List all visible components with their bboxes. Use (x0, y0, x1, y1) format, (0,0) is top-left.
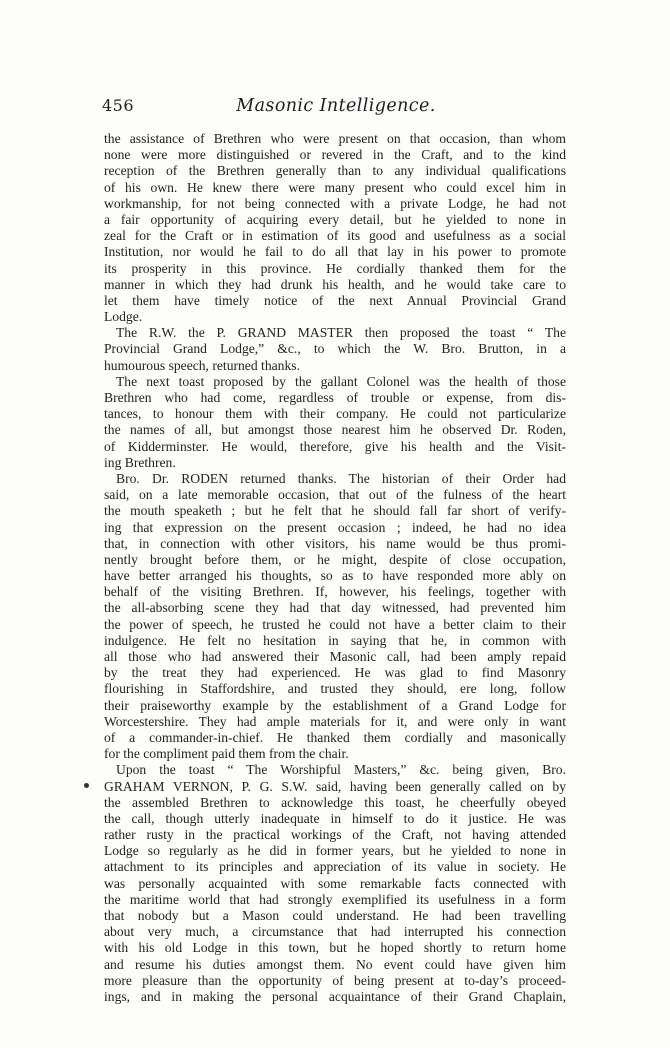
text-line: have better arranged his thoughts, so as to have responded more ably on (104, 568, 566, 584)
text-line: flourishing in Staffordshire, and trusted they should, ere long, follow (104, 681, 566, 697)
text-line: all those who had answered their Masonic call, had been amply repaid (104, 649, 566, 664)
text-line: Institution, nor would he fail to do all that lay in his power to promote (104, 244, 566, 260)
text-line: none were more distinguished or revered in the Craft, and to the kind (104, 147, 566, 163)
text-line: for the compliment paid them from the chair. (104, 746, 349, 762)
text-line: tances, to honour them with their company. He could not particularize (104, 406, 566, 422)
text-line: Lodge so regularly as he did in former years, but he yielded to none in (104, 843, 566, 859)
text-line: with his old Lodge in this town, but he hoped shortly to return home (104, 940, 566, 956)
text-line: The R.W. the P. GRAND MASTER then proposed the toast “ The (116, 325, 566, 341)
text-line: that nobody but a Mason could understand. He had been travelling (104, 908, 566, 923)
margin-mark (84, 783, 89, 788)
text-line: Brethren who had come, regardless of trouble or expense, from dis- (104, 390, 566, 405)
text-line: The next toast proposed by the gallant Colonel was the health of those (116, 373, 566, 389)
text-line: manner in which they had drunk his health, and he would take care to (104, 276, 566, 292)
body-text (104, 131, 566, 1005)
text-line: Worcestershire. They had ample materials for it, and were only in want (104, 713, 566, 729)
text-line: their praiseworthy example by the establishment of a Grand Lodge for (104, 697, 566, 713)
text-line: the call, though utterly inadequate in himself to do it justice. He was (104, 810, 566, 826)
text-line: was personally acquainted with some remarkable facts connected with (104, 875, 566, 891)
text-line: of Kidderminster. He would, therefore, give his health and the Visit- (104, 438, 566, 454)
text-line: of his own. He knew there were many present who could excel him in (104, 179, 566, 195)
text-line: reception of the Brethren generally than to any individual qualifications (104, 163, 566, 179)
text-line: its prosperity in this province. He cordially thanked them for the (104, 260, 566, 276)
running-head: Masonic Intelligence. (236, 96, 436, 116)
text-line: ing that expression on the present occasion ; indeed, he had no idea (104, 519, 566, 535)
text-line: more pleasure than the opportunity of being present at to-day’s proceed- (104, 972, 566, 988)
text-line: the all-absorbing scene they had that day witnessed, had prevented him (104, 600, 566, 616)
text-line: the mouth speaketh ; but he felt that he should fall far short of verify- (104, 503, 566, 519)
text-line: attachment to its principles and appreciation of its value in society. He (104, 859, 566, 875)
text-line: GRAHAM VERNON, P. G. S.W. said, having been generally called on by (104, 778, 566, 794)
text-line: the maritime world that had strongly exemplified its usefulness in a form (104, 891, 566, 907)
text-line: said, on a late memorable occasion, that out of the fulness of the heart (104, 487, 566, 503)
text-line: about very much, a circumstance that had interrupted his connection (104, 924, 566, 940)
text-line: the power of speech, he trusted he could not have a better claim to their (104, 616, 566, 632)
text-line: of a commander-in-chief. He thanked them cordially and masonically (104, 729, 566, 745)
text-line: the assistance of Brethren who were present on that occasion, than whom (104, 131, 566, 146)
text-line: by the treat they had experienced. He was glad to find Masonry (104, 665, 566, 681)
text-line: and resume his duties amongst them. No event could have given him (104, 956, 566, 972)
text-line: rather rusty in the practical workings of the Craft, not having attended (104, 827, 566, 843)
text-line: the assembled Brethren to acknowledge this toast, he cheerfully obeyed (104, 794, 566, 810)
text-line: indulgence. He felt no hesitation in saying that he, in common with (104, 632, 566, 648)
text-line: Lodge. (104, 309, 143, 325)
text-line: nently brought before them, or he might, despite of close occupation, (104, 551, 566, 567)
page-header (102, 96, 570, 118)
page-number: 456 (102, 96, 135, 115)
text-line: workmanship, for not being connected with a private Lodge, he had not (104, 195, 566, 211)
text-line: behalf of the visiting Brethren. If, however, his feelings, together with (104, 584, 566, 600)
text-line: let them have timely notice of the next Annual Provincial Grand (104, 292, 566, 308)
text-line: that, in connection with other visitors, his name would be thus promi- (104, 535, 566, 551)
text-line: zeal for the Craft or in estimation of its good and usefulness as a social (104, 228, 566, 244)
text-line: the names of all, but amongst those nearest him he observed Dr. Roden, (104, 422, 566, 438)
text-line: a fair opportunity of acquiring every detail, but he yielded to none in (104, 211, 566, 227)
text-line: Bro. Dr. RODEN returned thanks. The historian of their Order had (116, 470, 566, 486)
text-line: humourous speech, returned thanks. (104, 357, 300, 373)
text-line: ing Brethren. (104, 454, 176, 470)
text-line: ings, and in making the personal acquaintance of their Grand Chaplain, (104, 988, 566, 1004)
text-line: Upon the toast “ The Worshipful Masters,” &c. being given, Bro. (116, 762, 566, 778)
text-line: Provincial Grand Lodge,” &c., to which the W. Bro. Brutton, in a (104, 341, 566, 357)
